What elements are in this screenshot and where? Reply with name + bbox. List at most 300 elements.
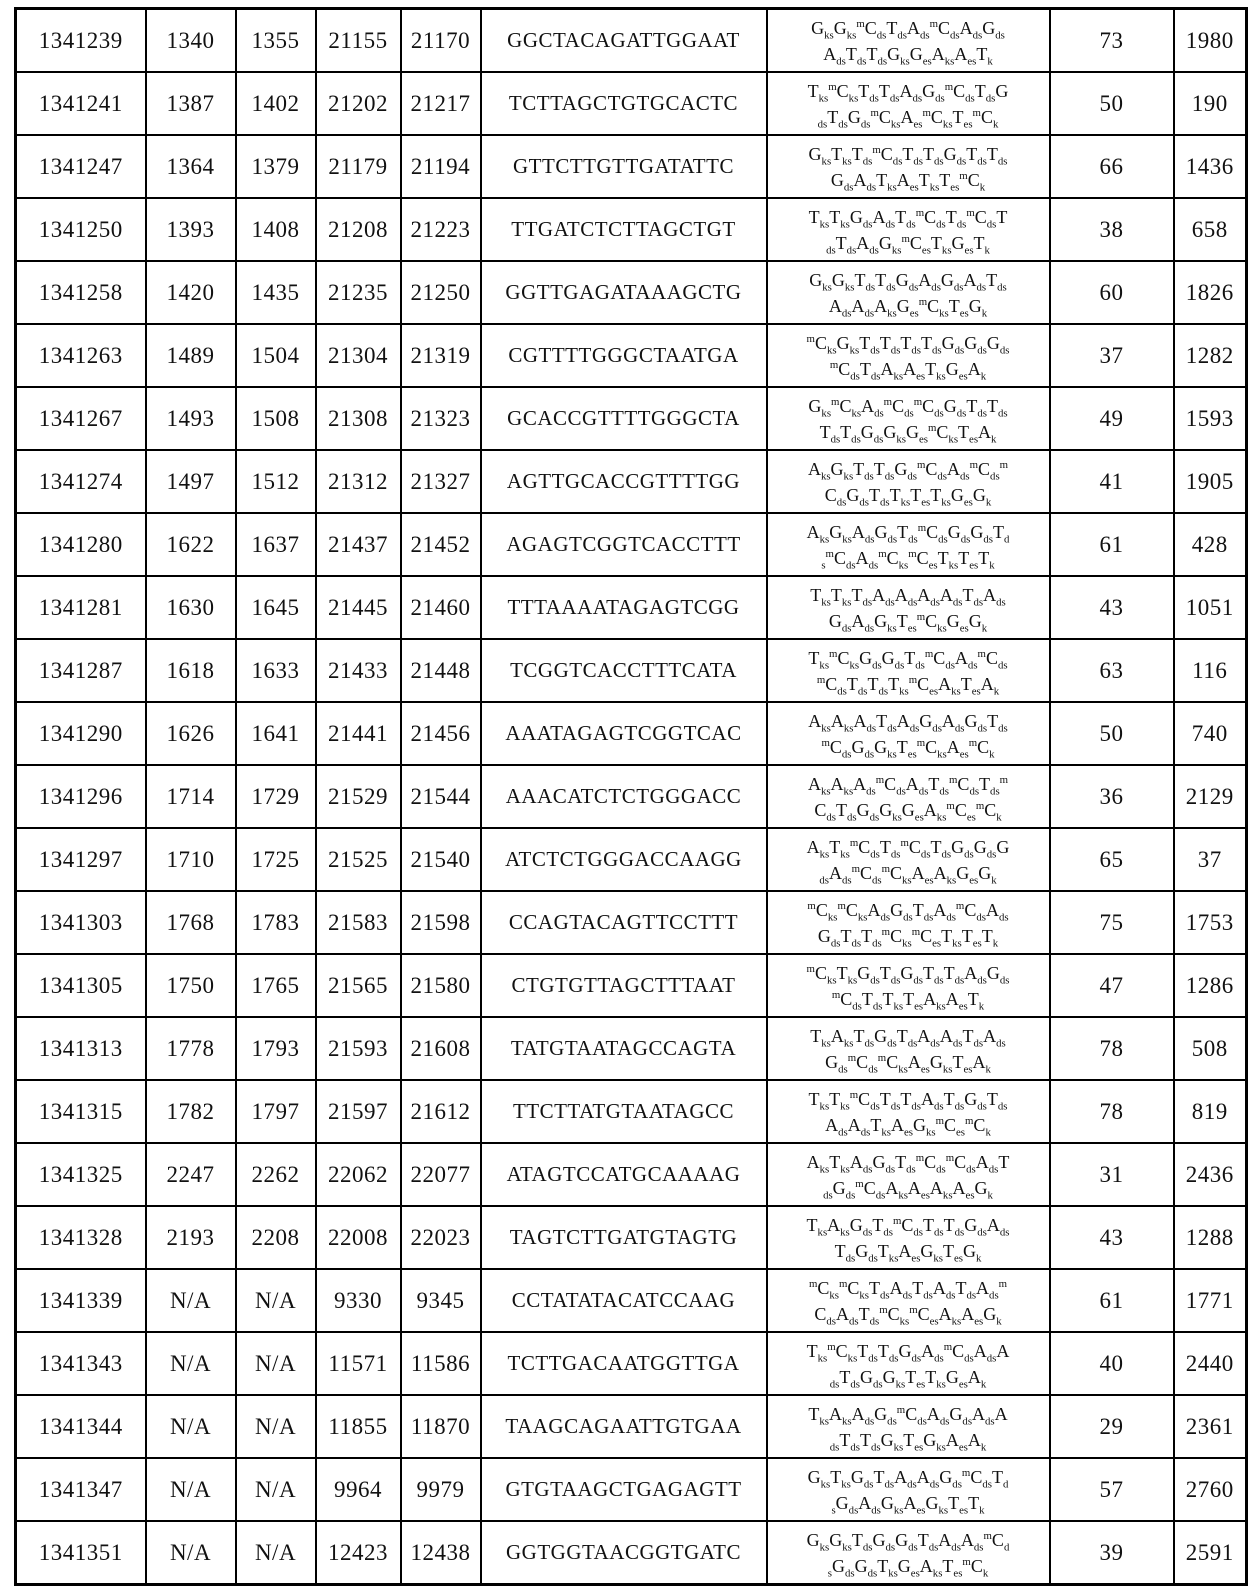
numeric-value-2-cell: 2591 [1174, 1521, 1247, 1585]
stop-site-2-cell: 21170 [401, 9, 481, 73]
table-row [16, 576, 1247, 639]
table-row [16, 72, 1247, 135]
chemistry-line-2: CdsAdsTdsmCksmCesAksAesGk [814, 1303, 1002, 1328]
table-row [16, 891, 1247, 954]
numeric-value-2-cell: 2436 [1174, 1143, 1247, 1206]
numeric-value-1-cell: 43 [1050, 1206, 1174, 1269]
isis-number-cell: 1341325 [16, 1143, 146, 1206]
stop-site-2-cell: 21223 [401, 198, 481, 261]
chemistry-line-1: $T_{ks}^mC_{ks}G_{ds}G_{ds}T_{ds}^mC_{ds}A_{ds}^mC_{ds}$ [808, 647, 1008, 672]
start-site-2-cell: 21155 [316, 9, 401, 73]
start-site-2-cell: 21525 [316, 828, 401, 891]
table-row [16, 702, 1247, 765]
chemistry-cell [767, 9, 1050, 73]
isis-number-cell: 1341296 [16, 765, 146, 828]
numeric-value-1-cell: 40 [1050, 1332, 1174, 1395]
numeric-value-2-cell: 1051 [1174, 576, 1247, 639]
start-site-1-cell: N/A [146, 1521, 236, 1585]
sequence-cell: TAGTCTTGATGTAGTG [481, 1206, 767, 1269]
numeric-value-2-cell: 2440 [1174, 1332, 1247, 1395]
chemistry-line-1: $T_{ks}T_{ks}G_{ds}A_{ds}T_{ds}^mC_{ds}T_{ds}^mC_{ds}T$ [808, 206, 1008, 231]
chemistry-line-2: sGdsAdsGksAesGksTesTk [831, 1492, 985, 1517]
sequence-cell: TTGATCTCTTAGCTGT [481, 198, 767, 261]
chemistry-line-2: $G_{ds}^mC_{ds}^mC_{ks}A_{es}G_{ks}T_{es}A_k$ [825, 1051, 991, 1076]
sequence-cell: ATAGTCCATGCAAAAG [481, 1143, 767, 1206]
isis-number-cell: 1341347 [16, 1458, 146, 1521]
isis-number-cell: 1341313 [16, 1017, 146, 1080]
stop-site-1-cell: 1797 [236, 1080, 316, 1143]
chemistry-line-2: sGdsGdsTksGesAksTesmCk [827, 1555, 989, 1580]
numeric-value-1-cell: 57 [1050, 1458, 1174, 1521]
chemistry-cell [767, 1269, 1050, 1332]
numeric-value-1-cell: 60 [1050, 261, 1174, 324]
isis-number-cell: 1341297 [16, 828, 146, 891]
chemistry-cell [767, 324, 1050, 387]
chemistry-cell [767, 198, 1050, 261]
stop-site-2-cell: 21319 [401, 324, 481, 387]
numeric-value-1-cell: 73 [1050, 9, 1174, 73]
chemistry-line-2: $_s^mC_{ds}A_{ds}^mC_{ks}^mC_{es}T_{ks}T_{es}T_k$ [821, 547, 995, 572]
stop-site-2-cell: 21544 [401, 765, 481, 828]
chemistry-line-1: $G_{ks}^mC_{ks}A_{ds}^mC_{ds}^mC_{ds}G_{ds}T_{ds}T_{ds}$ [808, 395, 1008, 420]
numeric-value-2-cell: 1905 [1174, 450, 1247, 513]
numeric-value-1-cell: 36 [1050, 765, 1174, 828]
start-site-2-cell: 21308 [316, 387, 401, 450]
sequence-cell: TCTTGACAATGGTTGA [481, 1332, 767, 1395]
chemistry-line-1: AksTksAdsGdsTdsmCdsmCdsAdsT [806, 1151, 1010, 1176]
start-site-2-cell: 11571 [316, 1332, 401, 1395]
isis-number-cell: 1341267 [16, 387, 146, 450]
start-site-2-cell: 21565 [316, 954, 401, 1017]
stop-site-1-cell: 1355 [236, 9, 316, 73]
numeric-value-1-cell: 61 [1050, 1269, 1174, 1332]
stop-site-1-cell: 1508 [236, 387, 316, 450]
isis-number-cell: 1341290 [16, 702, 146, 765]
chemistry-line-2: $^mC_{ds}T_{ds}T_{ds}T_{ks}^mC_{es}A_{ks}T_{es}A_k$ [816, 673, 1000, 698]
start-site-2-cell: 21583 [316, 891, 401, 954]
chemistry-line-2: dsGdsmCdsAksAesAksAesGk [823, 1177, 993, 1202]
isis-number-cell: 1341250 [16, 198, 146, 261]
start-site-2-cell: 11855 [316, 1395, 401, 1458]
chemistry-cell [767, 1206, 1050, 1269]
start-site-1-cell: 1340 [146, 9, 236, 73]
numeric-value-2-cell: 2760 [1174, 1458, 1247, 1521]
table-row [16, 1017, 1247, 1080]
start-site-1-cell: 2193 [146, 1206, 236, 1269]
stop-site-1-cell: N/A [236, 1521, 316, 1585]
sequence-cell: CTGTGTTAGCTTTAAT [481, 954, 767, 1017]
start-site-2-cell: 22008 [316, 1206, 401, 1269]
table-row [16, 765, 1247, 828]
stop-site-1-cell: N/A [236, 1269, 316, 1332]
table-row [16, 1143, 1247, 1206]
numeric-value-1-cell: 50 [1050, 72, 1174, 135]
table-row [16, 450, 1247, 513]
stop-site-2-cell: 21327 [401, 450, 481, 513]
stop-site-1-cell: 1408 [236, 198, 316, 261]
table-row [16, 639, 1247, 702]
sequence-cell: CCAGTACAGTTCCTTT [481, 891, 767, 954]
chemistry-cell [767, 954, 1050, 1017]
chemistry-line-2: dsTdsTdsGksTesGksAesAk [829, 1429, 987, 1454]
stop-site-2-cell: 21452 [401, 513, 481, 576]
table-row [16, 828, 1247, 891]
chemistry-cell [767, 72, 1050, 135]
numeric-value-2-cell: 2361 [1174, 1395, 1247, 1458]
stop-site-2-cell: 21540 [401, 828, 481, 891]
stop-site-2-cell: 21323 [401, 387, 481, 450]
stop-site-2-cell: 9345 [401, 1269, 481, 1332]
numeric-value-1-cell: 29 [1050, 1395, 1174, 1458]
stop-site-1-cell: 1641 [236, 702, 316, 765]
numeric-value-1-cell: 66 [1050, 135, 1174, 198]
numeric-value-2-cell: 1286 [1174, 954, 1247, 1017]
chemistry-cell [767, 1017, 1050, 1080]
sequence-cell: GCACCGTTTTGGGCTA [481, 387, 767, 450]
stop-site-1-cell: 1637 [236, 513, 316, 576]
stop-site-2-cell: 21608 [401, 1017, 481, 1080]
table-row [16, 135, 1247, 198]
numeric-value-1-cell: 31 [1050, 1143, 1174, 1206]
table-row [16, 9, 1247, 73]
isis-number-cell: 1341351 [16, 1521, 146, 1585]
start-site-1-cell: 1714 [146, 765, 236, 828]
sequence-cell: GTGTAAGCTGAGAGTT [481, 1458, 767, 1521]
isis-number-cell: 1341344 [16, 1395, 146, 1458]
stop-site-1-cell: 1783 [236, 891, 316, 954]
chemistry-line-1: $T_{ks}T_{ks}T_{ds}A_{ds}A_{ds}A_{ds}A_{ds}T_{ds}A_{ds}$ [810, 584, 1006, 609]
chemistry-line-1: TksAksAdsGdsmCdsAdsGdsAdsA [808, 1403, 1008, 1428]
stop-site-1-cell: 1725 [236, 828, 316, 891]
sequence-cell: CGTTTTGGGCTAATGA [481, 324, 767, 387]
chemistry-line-2: $G_{ds}A_{ds}G_{ks}T_{es}^mC_{ks}G_{es}G_k$ [828, 610, 988, 635]
chemistry-line-1: $G_{ks}G_{ks}T_{ds}T_{ds}G_{ds}A_{ds}G_{ds}A_{ds}T_{ds}$ [809, 269, 1007, 294]
table-row [16, 1395, 1247, 1458]
chemistry-line-1: $A_{ks}G_{ks}A_{ds}G_{ds}T_{ds}^mC_{ds}G_{ds}G_{ds}T_d$ [806, 521, 1010, 546]
table-row [16, 324, 1247, 387]
chemistry-cell [767, 576, 1050, 639]
sequence-cell: AAACATCTCTGGGACC [481, 765, 767, 828]
numeric-value-1-cell: 49 [1050, 387, 1174, 450]
stop-site-1-cell: 1729 [236, 765, 316, 828]
isis-number-cell: 1341303 [16, 891, 146, 954]
chemistry-line-1: $A_{ks}A_{ks}A_{ds}T_{ds}A_{ds}G_{ds}A_{ds}G_{ds}T_{ds}$ [808, 710, 1008, 735]
numeric-value-1-cell: 43 [1050, 576, 1174, 639]
numeric-value-1-cell: 63 [1050, 639, 1174, 702]
chemistry-line-2: $_{ds}T_{ds}G_{ds}^mC_{ks}A_{es}^mC_{ks}T_{es}^mC_k$ [817, 106, 999, 131]
chemistry-line-2: $C_{ds}G_{ds}T_{ds}T_{ks}T_{es}T_{ks}G_{es}G_k$ [824, 484, 992, 509]
stop-site-2-cell: 22023 [401, 1206, 481, 1269]
isis-number-cell: 1341281 [16, 576, 146, 639]
table-row [16, 1080, 1247, 1143]
sequence-cell: TTTAAAATAGAGTCGG [481, 576, 767, 639]
start-site-1-cell: 1497 [146, 450, 236, 513]
stop-site-1-cell: N/A [236, 1332, 316, 1395]
chemistry-line-2: $^mC_{ds}T_{ds}T_{ks}T_{es}A_{ks}A_{es}T_k$ [831, 988, 985, 1013]
start-site-2-cell: 21441 [316, 702, 401, 765]
start-site-2-cell: 21312 [316, 450, 401, 513]
chemistry-line-1: $G_{ks}T_{ks}T_{ds}^mC_{ds}T_{ds}T_{ds}G_{ds}T_{ds}T_{ds}$ [808, 143, 1008, 168]
stop-site-2-cell: 21460 [401, 576, 481, 639]
start-site-1-cell: 1626 [146, 702, 236, 765]
stop-site-1-cell: 1765 [236, 954, 316, 1017]
table-row [16, 1332, 1247, 1395]
stop-site-2-cell: 21598 [401, 891, 481, 954]
sequence-cell: GGTGGTAACGGTGATC [481, 1521, 767, 1585]
start-site-1-cell: 1710 [146, 828, 236, 891]
numeric-value-2-cell: 116 [1174, 639, 1247, 702]
start-site-1-cell: 1364 [146, 135, 236, 198]
sequence-cell: GGCTACAGATTGGAAT [481, 9, 767, 73]
start-site-2-cell: 21529 [316, 765, 401, 828]
numeric-value-2-cell: 740 [1174, 702, 1247, 765]
stop-site-2-cell: 21194 [401, 135, 481, 198]
stop-site-2-cell: 12438 [401, 1521, 481, 1585]
numeric-value-1-cell: 39 [1050, 1521, 1174, 1585]
stop-site-2-cell: 11586 [401, 1332, 481, 1395]
start-site-2-cell: 21235 [316, 261, 401, 324]
start-site-1-cell: 1778 [146, 1017, 236, 1080]
chemistry-line-1: $G_{ks}G_{ks}^mC_{ds}T_{ds}A_{ds}^mC_{ds}A_{ds}G_{ds}$ [811, 17, 1005, 42]
sequence-cell: CCTATATACATCCAAG [481, 1269, 767, 1332]
chemistry-line-1: $^mC_{ks}G_{ks}T_{ds}T_{ds}T_{ds}T_{ds}G_{ds}G_{ds}G_{ds}$ [806, 332, 1010, 357]
isis-number-cell: 1341328 [16, 1206, 146, 1269]
stop-site-2-cell: 22077 [401, 1143, 481, 1206]
chemistry-cell [767, 639, 1050, 702]
start-site-1-cell: 1630 [146, 576, 236, 639]
isis-number-cell: 1341241 [16, 72, 146, 135]
start-site-1-cell: N/A [146, 1269, 236, 1332]
numeric-value-1-cell: 75 [1050, 891, 1174, 954]
start-site-1-cell: 1622 [146, 513, 236, 576]
stop-site-1-cell: 1645 [236, 576, 316, 639]
sequence-cell: TCTTAGCTGTGCACTC [481, 72, 767, 135]
chemistry-line-2: $_{ds}T_{ds}A_{ds}G_{ks}^mC_{es}T_{ks}G_{es}T_k$ [826, 232, 990, 257]
table-row [16, 387, 1247, 450]
start-site-1-cell: 1782 [146, 1080, 236, 1143]
stop-site-1-cell: N/A [236, 1458, 316, 1521]
chemistry-line-1: $^mC_{ks}^mC_{ks}A_{ds}G_{ds}T_{ds}A_{ds}^mC_{ds}A_{ds}$ [807, 899, 1009, 924]
numeric-value-2-cell: 190 [1174, 72, 1247, 135]
chemistry-cell [767, 1395, 1050, 1458]
chemistry-cell [767, 1332, 1050, 1395]
stop-site-2-cell: 21448 [401, 639, 481, 702]
start-site-2-cell: 21437 [316, 513, 401, 576]
numeric-value-1-cell: 65 [1050, 828, 1174, 891]
stop-site-1-cell: 1504 [236, 324, 316, 387]
chemistry-line-1: GksGksTdsGdsGdsTdsAdsAdsmCd [806, 1529, 1010, 1554]
start-site-2-cell: 22062 [316, 1143, 401, 1206]
start-site-1-cell: 2247 [146, 1143, 236, 1206]
chemistry-line-1: $T_{ks}T_{ks}^mC_{ds}T_{ds}T_{ds}A_{ds}T_{ds}G_{ds}T_{ds}$ [808, 1088, 1008, 1113]
stop-site-1-cell: 1793 [236, 1017, 316, 1080]
chemistry-line-1: TksmCksTdsTdsGdsAdsmCdsAdsA [806, 1340, 1010, 1365]
sequence-cell: TTCTTATGTAATAGCC [481, 1080, 767, 1143]
isis-number-cell: 1341339 [16, 1269, 146, 1332]
numeric-value-2-cell: 658 [1174, 198, 1247, 261]
isis-number-cell: 1341315 [16, 1080, 146, 1143]
start-site-1-cell: 1618 [146, 639, 236, 702]
numeric-value-2-cell: 1288 [1174, 1206, 1247, 1269]
chemistry-line-2: $_{ds}A_{ds}^mC_{ds}^mC_{ks}A_{es}A_{ks}G_{es}G_k$ [819, 862, 997, 887]
chemistry-line-2: $A_{ds}A_{ds}A_{ks}G_{es}^mC_{ks}T_{es}G_k$ [828, 295, 988, 320]
chemistry-cell [767, 261, 1050, 324]
sequence-cell: AGAGTCGGTCACCTTT [481, 513, 767, 576]
start-site-1-cell: N/A [146, 1332, 236, 1395]
isis-number-cell: 1341305 [16, 954, 146, 1017]
chemistry-line-2: dsTdsGdsGksTesTksGesAk [829, 1366, 987, 1391]
numeric-value-2-cell: 1753 [1174, 891, 1247, 954]
start-site-2-cell: 9330 [316, 1269, 401, 1332]
sequence-cell: TAAGCAGAATTGTGAA [481, 1395, 767, 1458]
chemistry-cell [767, 1521, 1050, 1585]
numeric-value-1-cell: 61 [1050, 513, 1174, 576]
numeric-value-2-cell: 1282 [1174, 324, 1247, 387]
chemistry-line-1: GksTksGdsTdsAdsAdsGdsmCdsTd [807, 1466, 1009, 1491]
isis-number-cell: 1341280 [16, 513, 146, 576]
chemistry-cell [767, 387, 1050, 450]
chemistry-line-2: $A_{ds}A_{ds}T_{ks}A_{es}G_{ks}^mC_{es}^mC_k$ [825, 1114, 991, 1139]
chemistry-cell [767, 702, 1050, 765]
table-row [16, 513, 1247, 576]
numeric-value-2-cell: 1771 [1174, 1269, 1247, 1332]
numeric-value-2-cell: 37 [1174, 828, 1247, 891]
chemistry-line-1: $T_{ks}^mC_{ks}T_{ds}T_{ds}A_{ds}G_{ds}^mC_{ds}T_{ds}G$ [807, 80, 1009, 105]
start-site-1-cell: N/A [146, 1395, 236, 1458]
chemistry-line-2: $G_{ds}A_{ds}T_{ks}A_{es}T_{ks}T_{es}^mC_k$ [830, 169, 986, 194]
chemistry-line-2: $^mC_{ds}T_{ds}A_{ks}A_{es}T_{ks}G_{es}A_k$ [829, 358, 987, 383]
chemistry-line-2: $C_{ds}T_{ds}G_{ds}G_{ks}G_{es}A_{ks}^mC_{es}^mC_k$ [814, 799, 1002, 824]
chemistry-line-2: $^mC_{ds}G_{ds}G_{ks}T_{es}^mC_{ks}A_{es}^mC_k$ [821, 736, 995, 761]
start-site-2-cell: 21304 [316, 324, 401, 387]
chemistry-line-1: mCksmCksTdsAdsTdsAdsTdsAdsm [808, 1277, 1008, 1302]
chemistry-line-1: $T_{ks}A_{ks}T_{ds}G_{ds}T_{ds}A_{ds}A_{ds}T_{ds}A_{ds}$ [810, 1025, 1006, 1050]
isis-number-cell: 1341263 [16, 324, 146, 387]
stop-site-2-cell: 11870 [401, 1395, 481, 1458]
stop-site-2-cell: 21612 [401, 1080, 481, 1143]
sequence-cell: TCGGTCACCTTTCATA [481, 639, 767, 702]
numeric-value-1-cell: 37 [1050, 324, 1174, 387]
numeric-value-1-cell: 78 [1050, 1080, 1174, 1143]
stop-site-1-cell: 1435 [236, 261, 316, 324]
start-site-1-cell: 1387 [146, 72, 236, 135]
chemistry-line-1: $A_{ks}G_{ks}T_{ds}T_{ds}G_{ds}^mC_{ds}A_{ds}^mC_{ds}^m$ [807, 458, 1009, 483]
isis-number-cell: 1341343 [16, 1332, 146, 1395]
chemistry-cell [767, 891, 1050, 954]
stop-site-1-cell: 1402 [236, 72, 316, 135]
start-site-2-cell: 21597 [316, 1080, 401, 1143]
numeric-value-2-cell: 819 [1174, 1080, 1247, 1143]
start-site-1-cell: 1489 [146, 324, 236, 387]
isis-number-cell: 1341239 [16, 9, 146, 73]
numeric-value-1-cell: 50 [1050, 702, 1174, 765]
chemistry-line-2: $T_{ds}T_{ds}G_{ds}G_{ks}G_{es}^mC_{ks}T_{es}A_k$ [819, 421, 997, 446]
chemistry-cell [767, 765, 1050, 828]
numeric-value-2-cell: 1826 [1174, 261, 1247, 324]
stop-site-1-cell: N/A [236, 1395, 316, 1458]
start-site-2-cell: 21433 [316, 639, 401, 702]
chemistry-line-1: TksAksGdsTdsmCdsTdsTdsGdsAds [806, 1214, 1010, 1239]
start-site-2-cell: 12423 [316, 1521, 401, 1585]
start-site-2-cell: 21179 [316, 135, 401, 198]
table-row [16, 198, 1247, 261]
numeric-value-1-cell: 38 [1050, 198, 1174, 261]
table-row [16, 1521, 1247, 1585]
numeric-value-1-cell: 78 [1050, 1017, 1174, 1080]
numeric-value-1-cell: 41 [1050, 450, 1174, 513]
sequence-cell: GTTCTTGTTGATATTC [481, 135, 767, 198]
chemistry-cell [767, 135, 1050, 198]
start-site-2-cell: 21593 [316, 1017, 401, 1080]
start-site-1-cell: N/A [146, 1458, 236, 1521]
chemistry-cell [767, 828, 1050, 891]
start-site-2-cell: 9964 [316, 1458, 401, 1521]
numeric-value-2-cell: 508 [1174, 1017, 1247, 1080]
isis-number-cell: 1341258 [16, 261, 146, 324]
stop-site-1-cell: 1379 [236, 135, 316, 198]
stop-site-2-cell: 21217 [401, 72, 481, 135]
chemistry-cell [767, 450, 1050, 513]
stop-site-2-cell: 21580 [401, 954, 481, 1017]
start-site-1-cell: 1493 [146, 387, 236, 450]
chemistry-cell [767, 513, 1050, 576]
start-site-2-cell: 21208 [316, 198, 401, 261]
numeric-value-2-cell: 1436 [1174, 135, 1247, 198]
oligonucleotide-table [14, 7, 1248, 1586]
stop-site-2-cell: 9979 [401, 1458, 481, 1521]
chemistry-cell [767, 1080, 1050, 1143]
start-site-2-cell: 21445 [316, 576, 401, 639]
numeric-value-2-cell: 1593 [1174, 387, 1247, 450]
chemistry-line-2: TdsGdsTksAesGksTesGk [834, 1240, 982, 1265]
stop-site-2-cell: 21456 [401, 702, 481, 765]
stop-site-1-cell: 2262 [236, 1143, 316, 1206]
stop-site-2-cell: 21250 [401, 261, 481, 324]
table-row [16, 261, 1247, 324]
start-site-1-cell: 1420 [146, 261, 236, 324]
table-row [16, 1206, 1247, 1269]
sequence-cell: ATCTCTGGGACCAAGG [481, 828, 767, 891]
table-row [16, 954, 1247, 1017]
sequence-cell: GGTTGAGATAAAGCTG [481, 261, 767, 324]
stop-site-1-cell: 1633 [236, 639, 316, 702]
stop-site-1-cell: 2208 [236, 1206, 316, 1269]
start-site-1-cell: 1750 [146, 954, 236, 1017]
chemistry-line-1: $^mC_{ks}T_{ks}G_{ds}T_{ds}G_{ds}T_{ds}T_{ds}A_{ds}G_{ds}$ [806, 962, 1010, 987]
chemistry-cell [767, 1458, 1050, 1521]
sequence-table-body [16, 9, 1247, 1585]
start-site-2-cell: 21202 [316, 72, 401, 135]
numeric-value-2-cell: 1980 [1174, 9, 1247, 73]
numeric-value-2-cell: 428 [1174, 513, 1247, 576]
chemistry-line-1: $A_{ks}A_{ks}A_{ds}^mC_{ds}A_{ds}T_{ds}^mC_{ds}T_{ds}^m$ [807, 773, 1009, 798]
sequence-cell: AGTTGCACCGTTTTGG [481, 450, 767, 513]
chemistry-line-2: $G_{ds}T_{ds}T_{ds}^mC_{ks}^mC_{es}T_{ks}T_{es}T_k$ [817, 925, 999, 950]
numeric-value-2-cell: 2129 [1174, 765, 1247, 828]
isis-number-cell: 1341274 [16, 450, 146, 513]
sequence-cell: AAATAGAGTCGGTCAC [481, 702, 767, 765]
chemistry-cell [767, 1143, 1050, 1206]
start-site-1-cell: 1768 [146, 891, 236, 954]
table-row [16, 1269, 1247, 1332]
chemistry-line-1: $A_{ks}T_{ks}^mC_{ds}T_{ds}^mC_{ds}T_{ds}G_{ds}G_{ds}G$ [806, 836, 1010, 861]
numeric-value-1-cell: 47 [1050, 954, 1174, 1017]
start-site-1-cell: 1393 [146, 198, 236, 261]
table-row [16, 1458, 1247, 1521]
isis-number-cell: 1341287 [16, 639, 146, 702]
chemistry-line-2: $A_{ds}T_{ds}T_{ds}G_{ks}G_{es}A_{ks}A_{es}T_k$ [823, 43, 993, 68]
stop-site-1-cell: 1512 [236, 450, 316, 513]
